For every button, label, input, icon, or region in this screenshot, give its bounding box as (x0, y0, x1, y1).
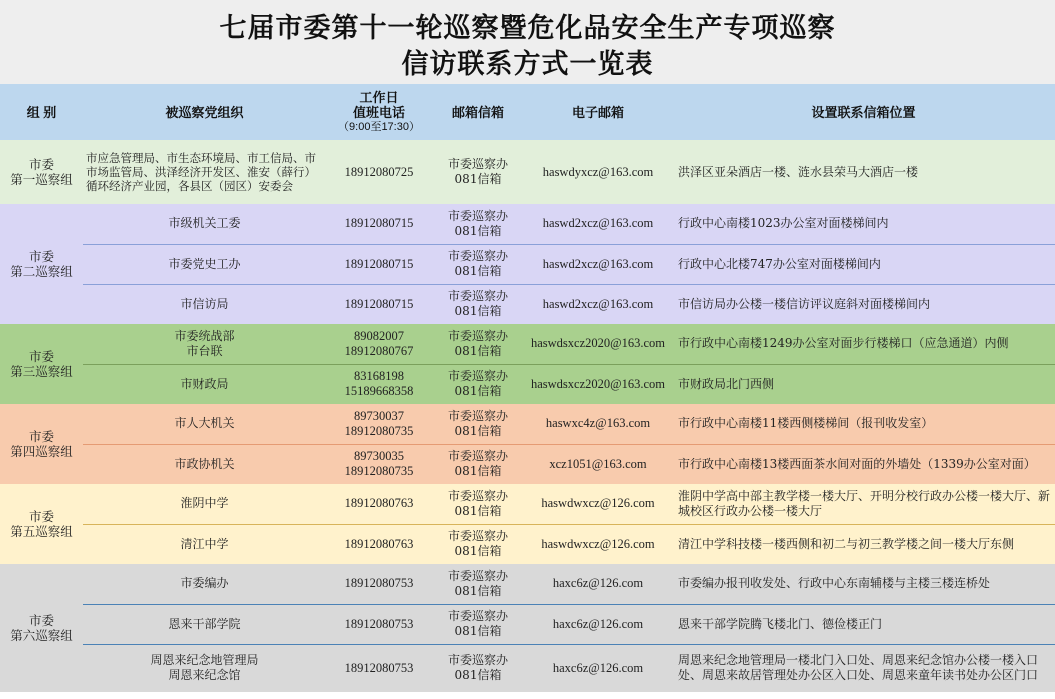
mailbox-line2: 081信箱 (454, 384, 502, 399)
phone-cell (326, 524, 432, 564)
email-cell: haswdwxcz@126.com (524, 484, 672, 524)
org-name: 市政协机关 (174, 456, 235, 471)
location-cell: 清江中学科技楼一楼西侧和初二与初三教学楼之间一楼大厅东侧 (672, 524, 1055, 564)
email-cell: haswd2xcz@163.com (524, 284, 672, 324)
phone-number: 18912080763 (344, 496, 414, 511)
org-cell (83, 140, 326, 204)
table-row (0, 444, 1055, 484)
phone-number: 89082007 (354, 328, 404, 343)
org-name: 市人大机关 (174, 416, 235, 431)
mailbox-cell (432, 364, 524, 404)
phone-cell (326, 404, 432, 444)
org-cell (83, 604, 326, 644)
mailbox-cell (432, 284, 524, 324)
email-cell: haxc6z@126.com (524, 604, 672, 644)
table-row (0, 604, 1055, 644)
org-cell (83, 644, 326, 692)
location-cell: 市信访局办公楼一楼信访评议庭斜对面楼梯间内 (672, 284, 1055, 324)
mailbox-line1: 市委巡察办 (447, 369, 508, 384)
email-cell: haswdyxcz@163.com (524, 140, 672, 204)
phone-cell (326, 364, 432, 404)
title-box (0, 0, 1055, 84)
email-cell: haxc6z@126.com (524, 644, 672, 692)
mailbox-line1: 市委巡察办 (447, 568, 508, 583)
table-row (0, 284, 1055, 324)
group-label-line1: 市委 (28, 249, 54, 264)
phone-number: 18912080753 (344, 616, 414, 631)
location-cell: 市行政中心南楼11楼西侧楼梯间（报刊收发室） (672, 404, 1055, 444)
org-name: 市信访局 (180, 296, 229, 311)
mailbox-cell (432, 244, 524, 284)
mailbox-cell (432, 140, 524, 204)
table-row (0, 404, 1055, 444)
mailbox-cell (432, 204, 524, 244)
phone-cell (326, 284, 432, 324)
email-cell: haswdsxcz2020@163.com (524, 324, 672, 364)
mailbox-cell (432, 524, 524, 564)
mailbox-line1: 市委巡察办 (447, 529, 508, 544)
phone-cell (326, 204, 432, 244)
title-line-2: 信访联系方式一览表 (401, 49, 654, 80)
header-mailbox: 邮箱信箱 (432, 84, 524, 140)
group-label-line2: 第三巡察组 (10, 364, 73, 379)
email-cell: xcz1051@163.com (524, 444, 672, 484)
location-cell: 市财政局北门西侧 (672, 364, 1055, 404)
mailbox-line2: 081信箱 (454, 624, 502, 638)
header-location: 设置联系信箱位置 (672, 84, 1055, 140)
mailbox-line1: 市委巡察办 (447, 653, 508, 668)
mailbox-line1: 市委巡察办 (447, 208, 508, 223)
org-cell (83, 484, 326, 524)
header-group: 组 别 (0, 84, 83, 140)
group-cell (0, 564, 83, 692)
header-org: 被巡察党组织 (83, 84, 326, 140)
email-cell: haswd2xcz@163.com (524, 244, 672, 284)
phone-number: 18912080715 (344, 216, 414, 231)
phone-number-2: 18912080735 (344, 464, 414, 479)
org-cell (83, 284, 326, 324)
location-cell: 行政中心北楼747办公室对面楼梯间内 (672, 244, 1055, 284)
mailbox-line1: 市委巡察办 (447, 408, 508, 423)
group-label-line1: 市委 (28, 429, 54, 444)
group-cell (0, 404, 83, 484)
org-cell (83, 244, 326, 284)
org-cell (83, 324, 326, 364)
contact-table (0, 84, 1055, 692)
table-row (0, 484, 1055, 524)
location-cell: 周恩来纪念地管理局一楼北门入口处、周恩来纪念馆办公楼一楼入口处、周恩来故居管理处办公区入口处、周恩来童年读书处办公区门口 (672, 644, 1055, 692)
table-row (0, 524, 1055, 564)
phone-cell (326, 604, 432, 644)
mailbox-line2: 081信箱 (454, 544, 502, 559)
phone-cell (326, 324, 432, 364)
phone-cell (326, 444, 432, 484)
table-row (0, 204, 1055, 244)
table-header-row (0, 84, 1055, 140)
mailbox-line1: 市委巡察办 (447, 449, 508, 464)
header-phone-line3: （9:00至17:30） (338, 120, 420, 133)
group-label-line1: 市委 (28, 613, 54, 628)
org-cell (83, 364, 326, 404)
phone-number: 18912080753 (344, 576, 414, 591)
location-cell: 市行政中心南楼1249办公室对面步行楼梯口（应急通道）内侧 (672, 324, 1055, 364)
phone-number: 18912080725 (344, 164, 414, 179)
org-name: 周恩来纪念地管理局 周恩来纪念馆 (150, 653, 259, 683)
table-body (0, 140, 1055, 692)
phone-number: 18912080715 (344, 256, 414, 271)
phone-number: 89730037 (354, 408, 404, 423)
mailbox-cell (432, 404, 524, 444)
org-name: 恩来干部学院 (168, 616, 241, 631)
table-row (0, 364, 1055, 404)
phone-number: 89730035 (354, 449, 404, 464)
org-cell (83, 564, 326, 604)
phone-cell (326, 484, 432, 524)
mailbox-line2: 081信箱 (454, 223, 502, 238)
phone-cell (326, 140, 432, 204)
group-cell (0, 324, 83, 404)
location-cell: 市委编办报刊收发处、行政中心东南辅楼与主楼三楼连桥处 (672, 564, 1055, 604)
group-cell (0, 140, 83, 204)
org-name: 淮阴中学 (180, 496, 229, 511)
mailbox-line2: 081信箱 (454, 423, 502, 438)
mailbox-cell (432, 604, 524, 644)
mailbox-line1: 市委巡察办 (447, 157, 508, 171)
location-cell: 行政中心南楼1023办公室对面楼梯间内 (672, 204, 1055, 244)
org-name: 市委统战部 市台联 (174, 328, 235, 358)
email-cell: haswxc4z@163.com (524, 404, 672, 444)
email-cell: haswdwxcz@126.com (524, 524, 672, 564)
title-line-1: 七届市委第十一轮巡察暨危化品安全生产专项巡察 (219, 13, 836, 44)
location-cell: 淮阴中学高中部主教学楼一楼大厅、开明分校行政办公楼一楼大厅、新城校区行政办公楼一楼大厅 (672, 484, 1055, 524)
email-cell: haswdsxcz2020@163.com (524, 364, 672, 404)
mailbox-cell (432, 444, 524, 484)
email-cell: haxc6z@126.com (524, 564, 672, 604)
org-name: 市委党史工办 (168, 256, 241, 271)
phone-cell (326, 244, 432, 284)
org-name: 市应急管理局、市生态环境局、市工信局、市市场监管局、洪泽经济开发区、淮安（薛行）循环经济产业园，各县区（园区）安委会 (86, 151, 316, 193)
mailbox-line2: 081信箱 (454, 343, 502, 358)
org-cell (83, 404, 326, 444)
mailbox-cell (432, 644, 524, 692)
table-row (0, 644, 1055, 692)
org-name: 清江中学 (180, 536, 229, 551)
mailbox-line2: 081信箱 (454, 172, 502, 186)
header-phone-line2: 值班电话 (352, 104, 405, 120)
table-row (0, 244, 1055, 284)
phone-number-2: 15189668358 (344, 384, 414, 399)
group-label-line1: 市委 (28, 349, 54, 364)
mailbox-line1: 市委巡察办 (447, 249, 508, 263)
mailbox-line2: 081信箱 (454, 264, 502, 278)
org-name: 市财政局 (180, 376, 229, 391)
mailbox-line2: 081信箱 (454, 464, 502, 479)
phone-cell (326, 644, 432, 692)
mailbox-cell (432, 564, 524, 604)
org-cell (83, 204, 326, 244)
phone-number: 18912080763 (344, 536, 414, 551)
mailbox-cell (432, 324, 524, 364)
group-label-line2: 第二巡察组 (10, 264, 73, 279)
mailbox-line1: 市委巡察办 (447, 488, 508, 503)
phone-number: 83168198 (354, 369, 404, 384)
org-cell (83, 444, 326, 484)
location-cell: 市行政中心南楼13楼西面茶水间对面的外墙处（1339办公室对面） (672, 444, 1055, 484)
mailbox-line2: 081信箱 (454, 503, 502, 518)
group-label-line2: 第一巡察组 (10, 172, 73, 187)
phone-cell (326, 564, 432, 604)
group-cell (0, 484, 83, 564)
org-name: 市级机关工委 (168, 216, 241, 231)
org-cell (83, 524, 326, 564)
mailbox-line2: 081信箱 (454, 583, 502, 598)
group-label-line2: 第五巡察组 (10, 524, 73, 539)
email-cell: haswd2xcz@163.com (524, 204, 672, 244)
header-email: 电子邮箱 (524, 84, 672, 140)
group-label-line2: 第六巡察组 (10, 628, 73, 643)
mailbox-line2: 081信箱 (454, 668, 502, 683)
phone-number: 18912080715 (344, 296, 414, 311)
table-row (0, 564, 1055, 604)
table-row (0, 324, 1055, 364)
group-label-line1: 市委 (28, 509, 54, 524)
org-name: 市委编办 (180, 576, 229, 591)
group-cell (0, 204, 83, 324)
table-row (0, 140, 1055, 204)
mailbox-line1: 市委巡察办 (447, 289, 508, 304)
location-cell: 洪泽区亚朵酒店一楼、涟水县荣马大酒店一楼 (672, 140, 1055, 204)
mailbox-cell (432, 484, 524, 524)
mailbox-line1: 市委巡察办 (447, 328, 508, 343)
group-label-line2: 第四巡察组 (10, 444, 73, 459)
header-phone (326, 84, 432, 140)
mailbox-line1: 市委巡察办 (447, 609, 508, 623)
mailbox-line2: 081信箱 (454, 304, 502, 319)
phone-number: 18912080753 (344, 660, 414, 675)
location-cell: 恩来干部学院腾飞楼北门、德俭楼正门 (672, 604, 1055, 644)
phone-number-2: 18912080767 (344, 343, 414, 358)
group-label-line1: 市委 (28, 157, 54, 172)
header-phone-line1: 工作日 (359, 89, 399, 105)
phone-number-2: 18912080735 (344, 423, 414, 438)
